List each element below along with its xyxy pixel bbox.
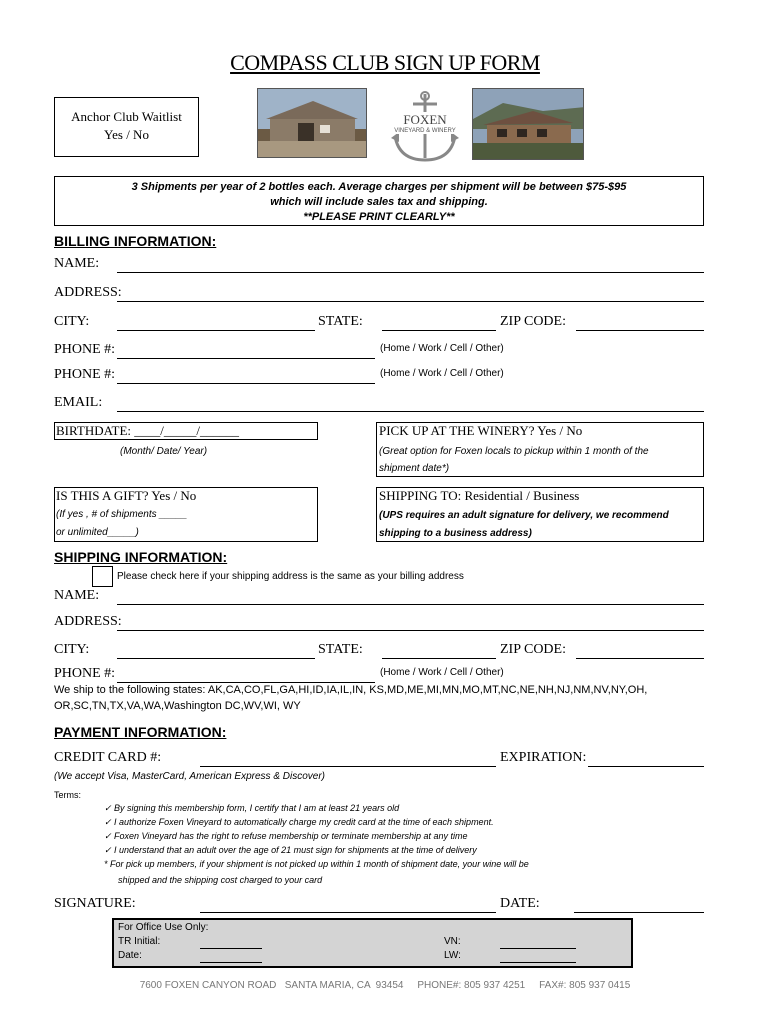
birthdate-hint: (Month/ Date/ Year) xyxy=(120,446,208,457)
billing-phone2-label: PHONE #: xyxy=(54,367,116,382)
terms-item: ✓ I authorize Foxen Vineyard to automatically charge my credit card at the time of each shipment. xyxy=(104,817,494,827)
billing-state-label: STATE: xyxy=(318,314,363,329)
footer-contact: 7600 FOXEN CANYON ROAD SANTA MARIA, CA 93454 PHONE#: 805 937 4251 FAX#: 805 937 0415 xyxy=(139,980,631,991)
shipping-name-label: NAME: xyxy=(54,588,100,603)
tr-initial-label: TR Initial: xyxy=(118,936,161,947)
office-date-label: Date: xyxy=(118,950,142,961)
payment-heading: PAYMENT INFORMATION: xyxy=(54,724,227,740)
billing-state-field[interactable] xyxy=(382,330,496,331)
billing-phone1-field[interactable] xyxy=(117,358,375,359)
shipping-city-field[interactable] xyxy=(117,658,315,659)
signature-label: SIGNATURE: xyxy=(54,896,136,911)
form-title: COMPASS CLUB SIGN UP FORM xyxy=(230,50,540,75)
check-icon: ✓ xyxy=(104,831,115,841)
billing-address-label: ADDRESS: xyxy=(54,285,122,300)
date-field[interactable] xyxy=(574,912,704,913)
shipping-phone-field[interactable] xyxy=(117,682,375,683)
terms-label: Terms: xyxy=(54,790,81,800)
terms-item: ✓ By signing this membership form, I certify that I am at least 21 years old xyxy=(104,803,400,813)
pickup-note-2: shipment date*) xyxy=(379,463,450,474)
same-address-label: Please check here if your shipping address is the same as your billing address xyxy=(117,571,464,582)
shipping-address-label: ADDRESS: xyxy=(54,614,122,629)
notice-line-2: which will include sales tax and shipping. xyxy=(270,196,488,208)
shipping-city-label: CITY: xyxy=(54,642,90,657)
ups-note-2: shipping to a business address) xyxy=(379,528,532,539)
check-icon: ✓ xyxy=(104,803,115,813)
gift-note-1: (If yes , # of shipments _____ xyxy=(56,509,188,520)
shipping-to-label: SHIPPING TO: Residential / Business xyxy=(379,488,580,503)
office-date-field[interactable] xyxy=(200,962,262,963)
shipping-zip-label: ZIP CODE: xyxy=(500,642,566,657)
terms-item: * For pick up members, if your shipment is not picked up within 1 month of shipment date, your wine will be xyxy=(104,859,529,869)
billing-phone2-types[interactable]: (Home / Work / Cell / Other) xyxy=(380,368,504,379)
birthdate-label: BIRTHDATE: ____/_____/______ xyxy=(56,423,240,438)
expiration-label: EXPIRATION: xyxy=(500,750,587,765)
notice-line-1: 3 Shipments per year of 2 bottles each. Average charges per shipment will be between $75-$95 xyxy=(131,181,627,193)
shipping-state-field[interactable] xyxy=(382,658,496,659)
billing-phone2-field[interactable] xyxy=(117,383,375,384)
expiration-field[interactable] xyxy=(588,766,704,767)
billing-address-field[interactable] xyxy=(117,301,704,302)
billing-zip-label: ZIP CODE: xyxy=(500,314,566,329)
terms-item: shipped and the shipping cost charged to your card xyxy=(118,875,323,885)
logo-subtitle: VINEYARD & WINERY xyxy=(375,128,475,134)
logo-name: FOXEN xyxy=(387,112,463,128)
shipment-notice xyxy=(54,176,704,226)
office-use-box xyxy=(112,918,633,968)
billing-phone1-label: PHONE #: xyxy=(54,342,116,357)
states-line-1: We ship to the following states: AK,CA,CO,FL,GA,HI,ID,IA,IL,IN, KS,MD,ME,MI,MN,MO,MT,NC,NE,NH,NJ,NM,NV,NY,OH, xyxy=(54,684,648,696)
signature-field[interactable] xyxy=(200,912,496,913)
terms-list xyxy=(104,801,529,887)
billing-name-label: NAME: xyxy=(54,256,100,271)
vn-field[interactable] xyxy=(500,948,576,949)
gift-label: IS THIS A GIFT? Yes / No xyxy=(56,488,197,503)
pickup-label: PICK UP AT THE WINERY? Yes / No xyxy=(379,423,583,438)
shipping-zip-field[interactable] xyxy=(576,658,704,659)
same-address-checkbox[interactable] xyxy=(92,566,113,587)
winery-barn-photo xyxy=(257,88,367,158)
shipping-phone-label: PHONE #: xyxy=(54,666,116,681)
ups-note-1: (UPS requires an adult signature for delivery, we recommend xyxy=(379,510,669,521)
check-icon: ✓ xyxy=(104,817,115,827)
lw-label: LW: xyxy=(444,950,461,961)
asterisk-icon: * xyxy=(104,859,111,869)
foxen-logo xyxy=(385,88,465,168)
waitlist-label: Anchor Club Waitlist xyxy=(71,109,182,124)
billing-phone1-types[interactable]: (Home / Work / Cell / Other) xyxy=(380,343,504,354)
notice-line-3: **PLEASE PRINT CLEARLY** xyxy=(303,211,455,223)
states-line-2: OR,SC,TN,TX,VA,WA,Washington DC,WV,WI, WY xyxy=(54,700,301,712)
billing-heading: BILLING INFORMATION: xyxy=(54,233,217,249)
office-use-title: For Office Use Only: xyxy=(118,922,209,933)
waitlist-options: Yes / No xyxy=(104,127,149,142)
tr-initial-field[interactable] xyxy=(200,948,262,949)
date-label: DATE: xyxy=(500,896,540,911)
shipping-phone-types[interactable]: (Home / Work / Cell / Other) xyxy=(380,667,504,678)
terms-item: ✓ I understand that an adult over the age of 21 must sign for shipments at the time of delivery xyxy=(104,845,477,855)
winery-building-photo xyxy=(472,88,584,160)
billing-email-label: EMAIL: xyxy=(54,395,103,410)
billing-city-label: CITY: xyxy=(54,314,90,329)
lw-field[interactable] xyxy=(500,962,576,963)
shipping-heading: SHIPPING INFORMATION: xyxy=(54,549,228,565)
billing-city-field[interactable] xyxy=(117,330,315,331)
anchor-club-waitlist-box[interactable] xyxy=(54,97,199,157)
vn-label: VN: xyxy=(444,936,461,947)
credit-card-field[interactable] xyxy=(200,766,496,767)
accepted-cards-note: (We accept Visa, MasterCard, American Express & Discover) xyxy=(54,771,326,782)
shipping-state-label: STATE: xyxy=(318,642,363,657)
shipping-name-field[interactable] xyxy=(117,604,704,605)
gift-note-2: or unlimited_____) xyxy=(56,527,139,538)
billing-zip-field[interactable] xyxy=(576,330,704,331)
credit-card-label: CREDIT CARD #: xyxy=(54,750,162,765)
shipping-address-field[interactable] xyxy=(117,630,704,631)
pickup-note-1: (Great option for Foxen locals to pickup within 1 month of the xyxy=(379,446,649,457)
check-icon: ✓ xyxy=(104,845,115,855)
terms-item: ✓ Foxen Vineyard has the right to refuse membership or terminate membership at any time xyxy=(104,831,468,841)
billing-email-field[interactable] xyxy=(117,411,704,412)
billing-name-field[interactable] xyxy=(117,272,704,273)
